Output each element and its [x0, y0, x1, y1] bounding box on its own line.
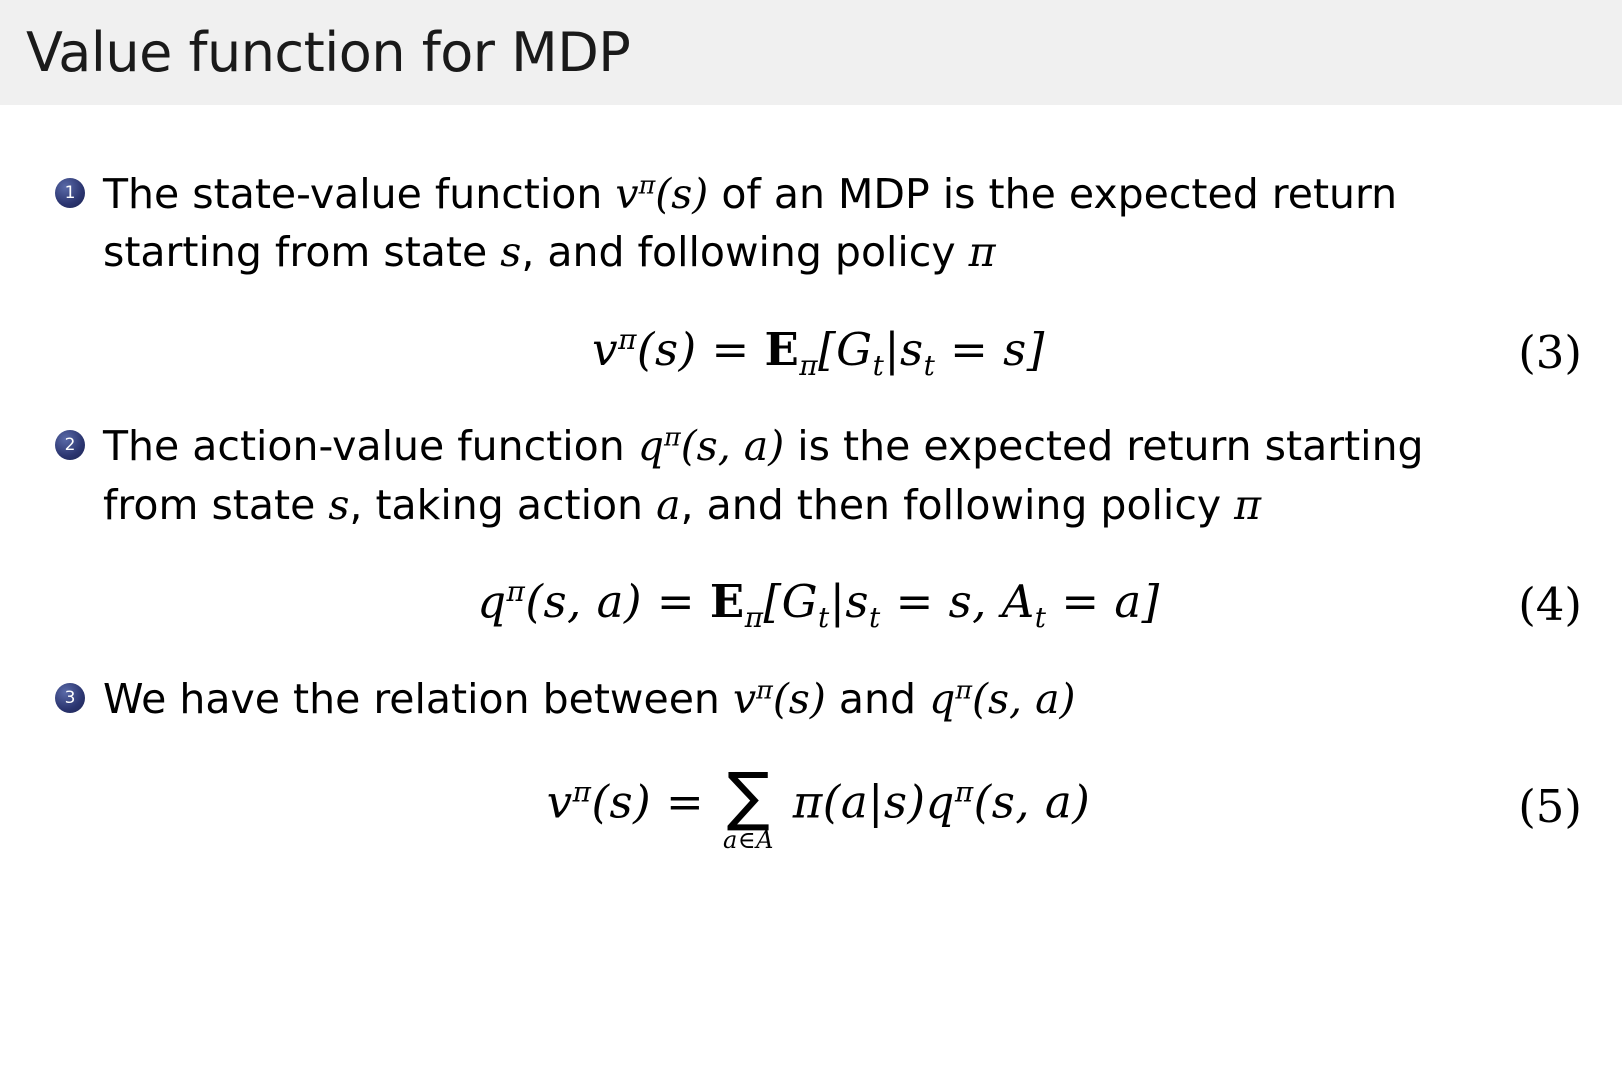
- equation-row-4: [55, 570, 1582, 640]
- list-item: [55, 165, 1582, 281]
- bullet-number-2: 2: [55, 430, 85, 460]
- equation-4: $q^\pi(s$, $a) = E_\pi[G_t|s_t = s$, $A_t = a$]: [477, 575, 1160, 635]
- item-1-tail: , and following policy: [521, 228, 969, 277]
- item-2-symbol-a: a: [656, 480, 681, 529]
- item-2-symbol-pi: π: [1234, 480, 1262, 529]
- equation-number-4: (4): [1518, 578, 1582, 632]
- list-item-text-1: [103, 165, 1503, 281]
- item-1-middle: of an MDP is the expected return starting from state: [103, 170, 1398, 277]
- page-title: Value function for MDP: [26, 21, 631, 84]
- equation-3: $v^\pi(s) = E_\pi[G_t|s_t = s]$: [592, 322, 1045, 382]
- item-3-symbol-q: $q^\pi(s$, a): [929, 674, 1076, 723]
- item-1-lead: The state-value function: [103, 170, 616, 218]
- item-1-symbol-pi: π: [968, 228, 996, 277]
- item-2-symbol-s: s: [328, 480, 350, 529]
- list-item-text-2: The action-value function $q^\pi(s$, a) is the expected return starting from state s, taking action a, and then following policy π: [103, 421, 1424, 529]
- equation-row-5: [55, 760, 1582, 855]
- equation-number-5: (5): [1518, 779, 1582, 833]
- equation-5: $v^\pi(s)$ = ∑ a∈A $\pi(a|s)q^\pi(s$, a): [546, 760, 1091, 855]
- list-item: [55, 670, 1582, 728]
- summation-symbol: ∑ a∈A: [723, 760, 774, 855]
- bullet-number-3: 3: [55, 683, 85, 713]
- list-item: [55, 417, 1582, 533]
- item-1-symbol-s: s: [500, 228, 522, 277]
- item-1-symbol-v: $v^\pi(s)$: [615, 169, 709, 218]
- equation-number-3: (3): [1518, 325, 1582, 379]
- summation-subscript: a∈A: [723, 826, 774, 855]
- item-3-symbol-v: $v^\pi(s)$: [732, 674, 826, 723]
- slide-content: [0, 105, 1622, 855]
- equation-row-3: [55, 317, 1582, 387]
- list-item-text-3: We have the relation between $v^\pi(s)$ and $q^\pi(s$, a): [103, 674, 1076, 723]
- slide-title-bar: [0, 0, 1622, 105]
- bullet-number-1: 1: [55, 178, 85, 208]
- item-2-symbol-q: $q^\pi(s$, a): [637, 421, 785, 471]
